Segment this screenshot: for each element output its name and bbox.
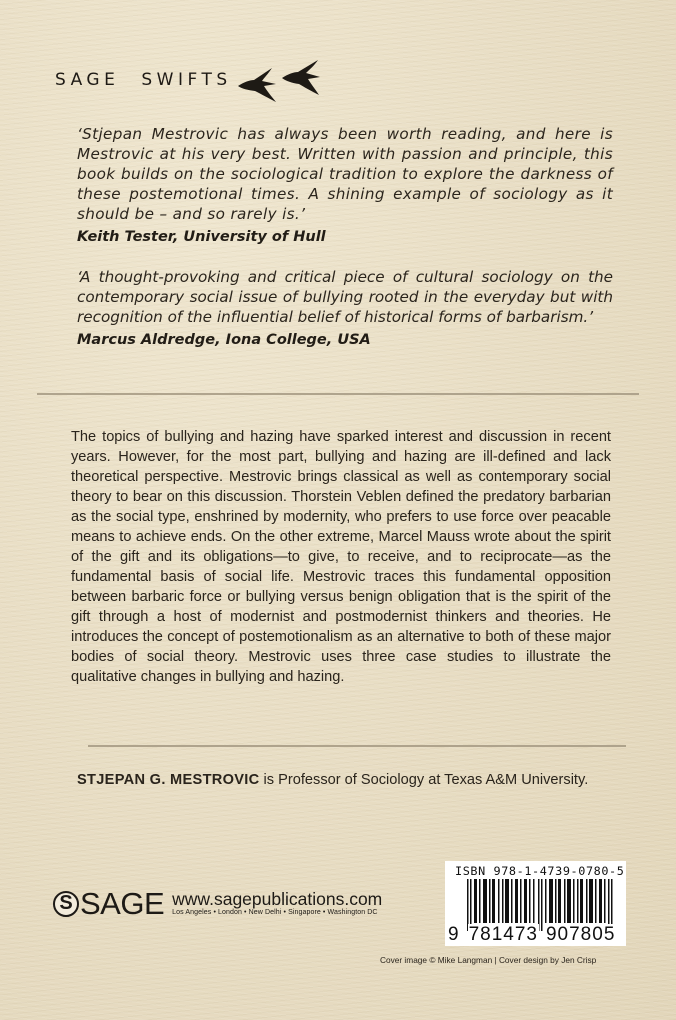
author-bio-text: is Professor of Sociology at Texas A&M University. [259, 772, 589, 788]
review-quote-1 [77, 124, 613, 247]
publisher-info [172, 890, 382, 918]
review-quotes [77, 124, 613, 350]
cover-credits: Cover image © Mike Langman | Cover design by Jen Crisp [380, 955, 597, 965]
publisher-logo [53, 888, 382, 919]
review-quote-2 [77, 267, 613, 350]
series-word-sage: SAGE [55, 70, 120, 90]
isbn-barcode [445, 861, 626, 946]
author-bio [77, 772, 617, 788]
quote-attribution: Marcus Aldredge, Iona College, USA [77, 332, 371, 348]
author-name: STJEPAN G. MESTROVIC [77, 772, 260, 788]
quote-text: ‘A thought-provoking and critical piece of cultural sociology on the contemporary social issue of bullying rooted in the everyday but with recognition of the influential belief of historical forms of barbarism.’ [77, 268, 613, 326]
quote-attribution: Keith Tester, University of Hull [77, 229, 326, 245]
publisher-url: www.sagepublications.com [172, 888, 383, 909]
book-description: The topics of bullying and hazing have sparked interest and discussion in recent years. However, for the most part, bullying and hazing are ill-defined and lack theoretical perspective. Mestrovic brings classical as well as contemporary social theory to bear on this discussion. Thorstein Veblen defined the predatory barbarian as the social type, enshrined by modernity, who prefers to use force over peacable means to achieve ends. On the other extreme, Marcel Mauss wrote about the spirit of the gift and its obligations—to give, to receive, and to reciprocate—as the fundamental basis of social life. Mestrovic traces this fundamental opposition between barbaric force or bullying versus benign obligation that is the spirit of the gift through a host of modernist and postmodernist thinkers and theories. He introduces the concept of postemotionalism as an alternative to both of these major bodies of social theory. Mestrovic uses three case studies to illustrate the qualitative changes in bullying and hazing. [71, 429, 611, 685]
ean-first-digit: 9 [448, 924, 460, 945]
sage-s-mark-icon [53, 891, 79, 917]
series-logo [55, 70, 232, 90]
ean-digits [448, 924, 616, 946]
series-name [55, 70, 232, 90]
ean-group-1: 781473 [468, 924, 538, 945]
publisher-name: SAGE [80, 886, 165, 921]
two-swallows-icon [236, 58, 322, 108]
series-word-swifts: SWIFTS [141, 70, 232, 90]
isbn-label: ISBN 978-1-4739-0780-5 [455, 864, 625, 878]
quote-text: ‘Stjepan Mestrovic has always been worth reading, and here is Mestrovic at his very best. Written with passion and principle, this book builds on the sociological tradition to explore the darkness of these postemotional times. A shining example of sociology as it should be – and so rarely is.’ [77, 125, 613, 223]
divider-rule [37, 393, 639, 395]
ean-group-2: 907805 [545, 924, 616, 945]
publisher-cities: Los Angeles • London • New Delhi • Singapore • Washington DC [172, 908, 378, 916]
divider-rule [88, 745, 626, 747]
sage-mark-letter: S [59, 892, 73, 914]
